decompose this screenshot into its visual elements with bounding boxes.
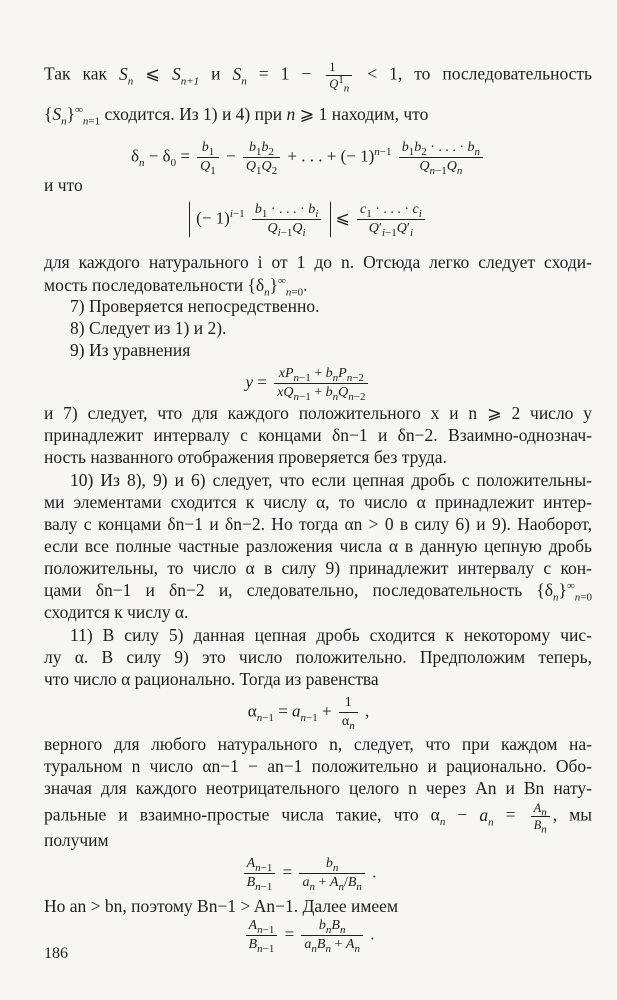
- text-line-17: цами δn−1 и δn−2 и, следовательно, последовательность $\{\delta_n\}^\infty_{n=0}$: [44, 580, 592, 604]
- text-line-21: что число α рационально. Тогда из равенства: [44, 669, 379, 689]
- text-line-9: и 7) следует, что для каждого положительного x и n ⩾ 2 число y: [44, 403, 592, 423]
- text-line-14: валу с концами δn−1 и δn−2. Но тогда αn > 0 в силу 6) и 9). Наоборот,: [44, 514, 592, 534]
- text-line-2: $\{S_n\}^\infty_{n=1}$ сходится. Из 1) и 4) при n ⩾ 1 находим, что: [44, 104, 429, 128]
- text-line-22: верного для любого натурального n, следует, что при каждом на-: [44, 734, 592, 754]
- fraction: $\frac{1}{Q^1_n}$: [326, 60, 352, 91]
- text-line-16: положительны, то число α в силу 9) принадлежит интервалу с кон-: [44, 558, 592, 578]
- formula-ratio-1: $\frac{A_{n-1}}{B_{n-1}}$ = $\frac{b_n}{a_n + A_n/B_n}$ .: [0, 856, 617, 891]
- text-line-20: лу α. В силу 9) это число положительно. Предположим теперь,: [44, 647, 592, 667]
- page-number: 186: [44, 945, 68, 962]
- text-line-6: 7) Проверяется непосредственно.: [70, 296, 320, 316]
- text-line-11: ность названного отображения проверяется без труда.: [44, 447, 447, 467]
- formula-ratio-2: $\frac{A_{n-1}}{B_{n-1}}$ = $\frac{b_nB_n}{a_nB_n + A_n}$ .: [0, 918, 617, 953]
- text-line-26: получим: [44, 830, 109, 850]
- text-line-23: туральном n число αn−1 − an−1 положительно и рационально. Обо-: [44, 756, 592, 776]
- text-line-19: 11) В силу 5) данная цепная дробь сходится к некоторому чис-: [70, 625, 592, 645]
- text-line-1: Так как $S_n$ ⩽ $S_{n+1}$ и $S_n = 1$ − $\frac{1}{Q^1_n}$ < 1, то последовательность: [44, 60, 593, 95]
- formula-y: y = $\frac{xP_{n-1} + b_nP_{n-2}}{xQ_{n-1} + b_nQ_{n-2}}$: [0, 366, 617, 401]
- text-line-25: ральные и взаимно-простые числа такие, что $\alpha_n - a_n$ = $\frac{A_n}{B_n}$ , мы: [44, 801, 593, 836]
- text-line-13: ми элементами сходится к числу α, то число α принадлежит интер-: [44, 492, 592, 512]
- formula-alpha: $\alpha_{n-1} = a_{n-1}$ + $\frac{1}{\alpha_n}$ ,: [247, 695, 370, 732]
- text-line-10: принадлежит интервалу с концами δn−1 и δn−2. Взаимно-однознач-: [44, 425, 592, 445]
- text-line-12: 10) Из 8), 9) и 6) следует, что если цепная дробь с положительны-: [70, 470, 592, 490]
- formula-inequality: (− 1)$^{i-1}$ $\frac{b_1 \cdot . . . \cdot b_i}{Q_{i-1}Q_i}$ ⩽ $\frac{c_1 \cdot . . . \cdot c_i}{Q'_{i-1}Q'_i}$: [0, 202, 617, 237]
- formula-delta-difference: $\delta_n - \delta_0$ = $\frac{b_1}{Q_1}$ − $\frac{b_1b_2}{Q_1Q_2}$ + . . . + (− 1)$^{n-1}$ $\frac{b_1b_2 \cdot . . . \cdot b_n}{Q_{n-1}Q_n}$: [0, 140, 617, 175]
- text-line-24: значая для каждого неотрицательного целого n через An и Bn нату-: [44, 778, 592, 798]
- text-line-18: сходится к числу α.: [44, 602, 189, 622]
- text-line-4: для каждого натурального i от 1 до n. Отсюда легко следует сходи-: [44, 252, 592, 272]
- text-line-8: 9) Из уравнения: [70, 340, 191, 360]
- text-line-3: и что: [44, 175, 83, 195]
- text-line-27: Но an > bn, поэтому Bn−1 > An−1. Далее имеем: [44, 896, 399, 916]
- text-line-5: мость последовательности $\{\delta_n\}^\infty_{n=0}$.: [44, 275, 308, 299]
- text-line-15: если все полные частные разложения числа α в данную цепную дробь: [44, 536, 592, 556]
- text-line-7: 8) Следует из 1) и 2).: [70, 318, 227, 338]
